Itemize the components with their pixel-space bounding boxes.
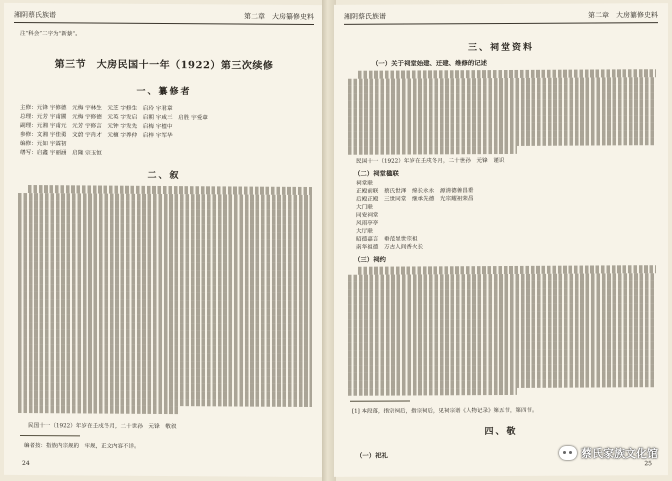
- left-header-book-title: 湘阴蔡氏族谱: [14, 10, 56, 20]
- left-running-header: [14, 9, 314, 23]
- subsection-3-title: （三）祠约: [354, 255, 386, 264]
- roster-line: 编修：元如 宇霖初: [20, 140, 67, 148]
- roster-line: 主修：元锋 宇修德 元梅 宇林生 元芝 宇修生 启玲 宇君章: [20, 104, 173, 113]
- right-page-number: 25: [644, 460, 652, 468]
- couplet-line: 正殿前联 蔡氏世泽 绵长永永 源清德善昌垂: [356, 188, 474, 195]
- preface-text-block: [18, 185, 312, 415]
- part3-title: 三、祠堂资料: [467, 42, 534, 54]
- subsection-1-title: （一）关于祠堂始建、迁建、维修的记述: [372, 59, 488, 68]
- couplet-line: 大厅联: [356, 228, 373, 235]
- couplet-line: 后殿正殿 三世同堂 继承先德 光宗耀祖荣昌: [356, 196, 474, 203]
- right-running-header: [344, 9, 658, 23]
- shrine-history-text: [348, 69, 656, 154]
- roster-line: 总理：元芳 宇甫圃 元梅 宇修德 元英 宇发启 启朝 宇咸三 启胜 宇爱章: [20, 113, 208, 122]
- couplet-line: 大门联: [356, 204, 373, 211]
- right-page: [334, 3, 668, 477]
- right-header-chapter: 第二章 大房纂修史料: [588, 11, 658, 20]
- left-footnote: 编者按：指族内宗规的 牢规，正文内容不详。: [24, 443, 140, 450]
- couplet-line: 南华祖德 万古人间香火长: [356, 244, 424, 251]
- left-page: [4, 3, 324, 477]
- watermark: [559, 443, 658, 463]
- roster-line: 缮写：启鑫 宇丽涵 启隆 宗玉恒: [20, 149, 102, 157]
- right-footnote-rule: [350, 400, 410, 401]
- couplet-line: 同安祠堂: [356, 212, 379, 219]
- shrine-rules-text: [348, 265, 656, 396]
- right-footnote: [1] 本段落，指宗祠后，指宗祠后，见祠宗谱《人物记录》第五节，第四节。: [352, 407, 538, 415]
- right-header-book-title: 湘阴蔡氏族谱: [344, 12, 386, 21]
- roster-line: 副理：元湘 宇甫元 元芳 宇修言 元钟 宇发先 启梅 宇植中: [20, 122, 173, 131]
- couplet-line: 昭德嘉言 垂范显世宗祖: [356, 236, 418, 243]
- part1-title: 一、纂修者: [136, 86, 192, 98]
- roster-line: 参修：文湘 宇佳勇 文蔚 宇肖才 元檀 宇养仲 启梓 宇军华: [20, 131, 173, 140]
- left-footnote-rule: [20, 435, 80, 436]
- part2-title: 二、叙: [147, 170, 181, 182]
- left-page-number: 24: [22, 460, 30, 468]
- left-header-chapter: 第二章 大房纂修史料: [244, 12, 314, 22]
- couplet-line: 风雨亭亭: [356, 220, 379, 227]
- preface-sign-off: 民国十一（1922）年岁在壬戌冬月，二十世孙 元锋 敬叙: [28, 423, 177, 431]
- watermark-text: 蔡氏家族文化馆: [581, 447, 658, 460]
- wechat-icon: [559, 446, 577, 460]
- section-title: 第三节 大房民国十一年（1922）第三次续修: [54, 59, 274, 72]
- couplet-line: 祠堂联: [356, 180, 373, 187]
- left-page-note: 注“科会”二字为“新蔡”。: [20, 30, 81, 38]
- shrine-sign-off: 民国十一（1922）年岁在壬戌冬月，二十世孙 元锋 谨识: [356, 157, 505, 165]
- part4-title: 四、敬: [484, 426, 518, 438]
- subsection-2-title: （二）祠堂楹联: [354, 169, 399, 178]
- subsection-4-title: （一）祀礼: [356, 451, 388, 460]
